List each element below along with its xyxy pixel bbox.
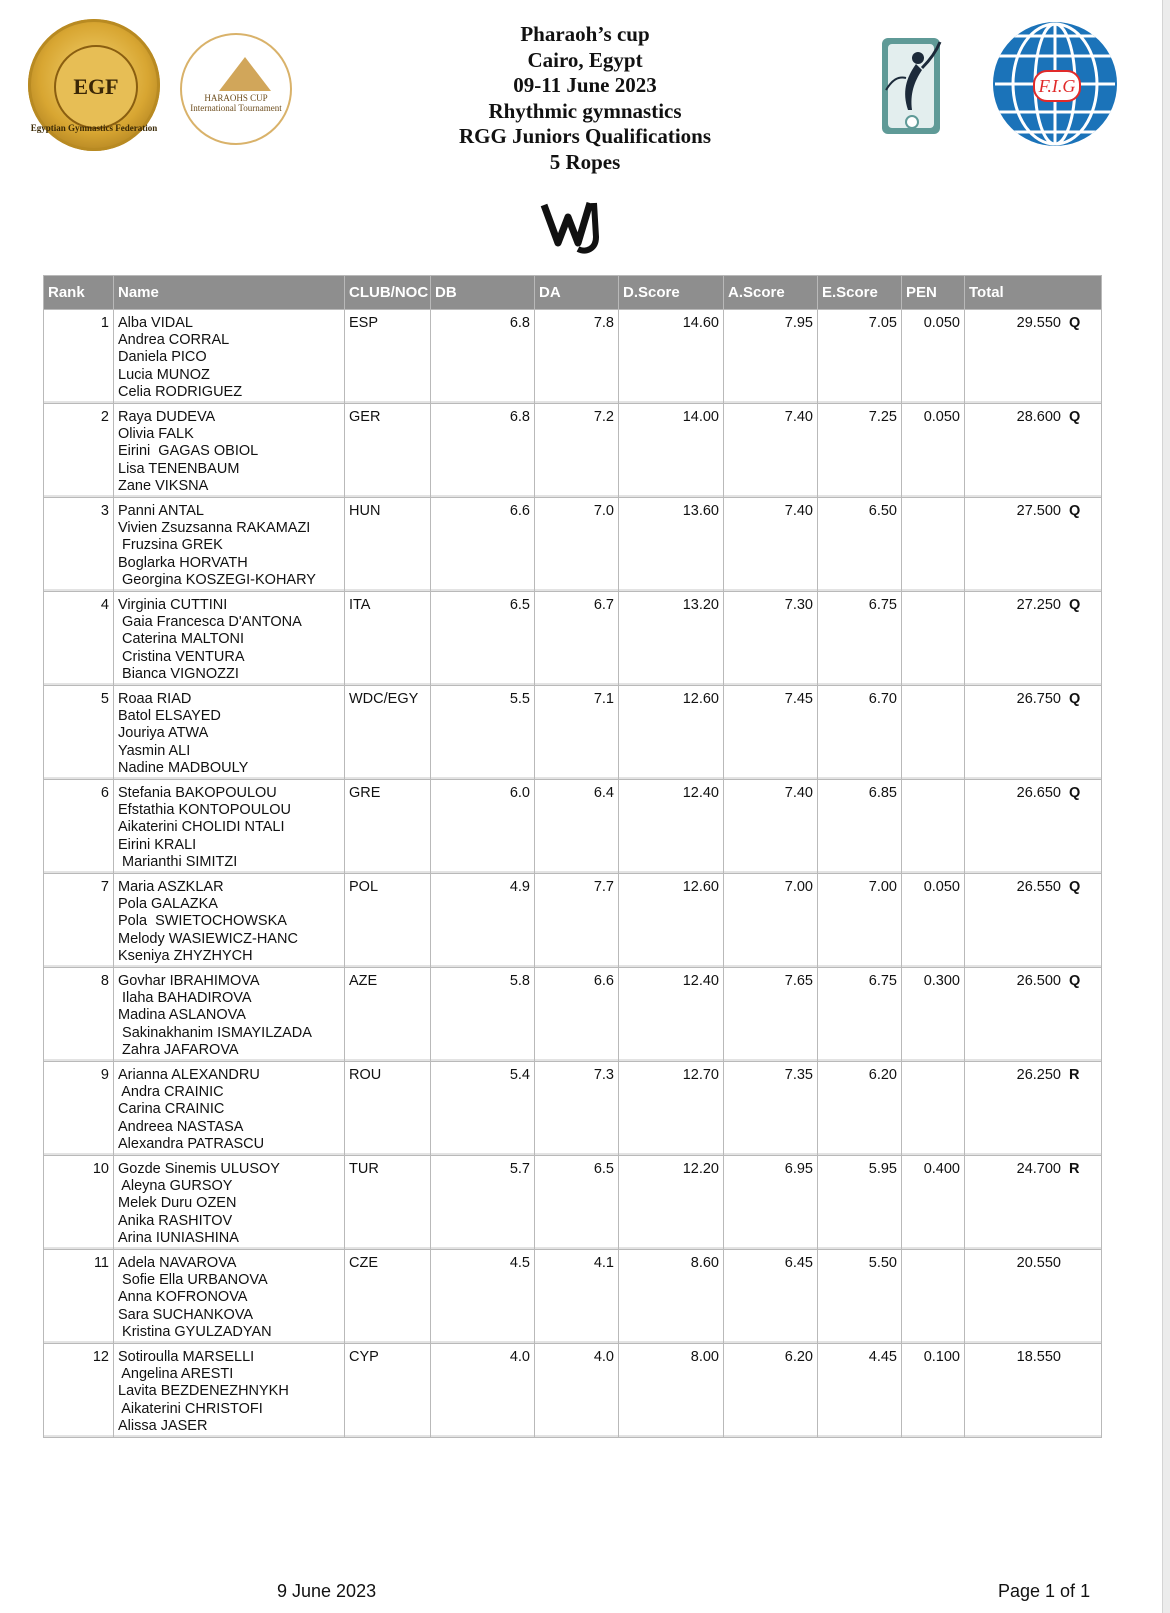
name-cell — [114, 1062, 345, 1156]
ascore-cell: 6.95 — [724, 1156, 818, 1250]
gymnast-name: Batol ELSAYED — [118, 708, 221, 725]
gymnast-name: Alexandra PATRASCU — [118, 1135, 265, 1152]
total-score: 27.250 — [1016, 597, 1061, 613]
qualification-mark: Q — [1069, 315, 1081, 331]
total-cell — [965, 780, 1102, 874]
pen-cell: 0.050 — [902, 310, 965, 404]
ascore-cell: 7.65 — [724, 968, 818, 1062]
dscore-cell: 13.20 — [619, 592, 724, 686]
db-cell: 5.4 — [431, 1062, 535, 1156]
total-cell — [965, 1250, 1102, 1344]
fig-logo-text: F.I.G — [1033, 70, 1081, 102]
dscore-cell: 12.40 — [619, 780, 724, 874]
pen-cell — [902, 780, 965, 874]
dscore-cell: 12.20 — [619, 1156, 724, 1250]
total-score: 26.550 — [1016, 879, 1061, 895]
total-cell — [965, 874, 1102, 968]
escore-cell: 6.20 — [818, 1062, 902, 1156]
column-header-club: CLUB/NOC — [345, 276, 431, 310]
da-cell: 6.5 — [535, 1156, 619, 1250]
ascore-cell: 7.35 — [724, 1062, 818, 1156]
da-cell: 4.0 — [535, 1344, 619, 1438]
total-cell — [965, 592, 1102, 686]
dscore-cell: 14.60 — [619, 310, 724, 404]
column-header-total: Total — [965, 276, 1102, 310]
dscore-cell: 12.60 — [619, 874, 724, 968]
da-cell: 7.8 — [535, 310, 619, 404]
ascore-cell: 6.20 — [724, 1344, 818, 1438]
qualification-mark: Q — [1069, 409, 1081, 425]
da-cell: 6.4 — [535, 780, 619, 874]
escore-cell: 7.00 — [818, 874, 902, 968]
rhythmic-gymnast-emblem-icon — [872, 30, 952, 138]
table-row — [44, 310, 1102, 404]
wj-scoring-logo-icon — [538, 197, 608, 257]
gymnast-name: Bianca VIGNOZZI — [118, 665, 239, 682]
column-header-dscore: D.Score — [619, 276, 724, 310]
gymnast-name: Andrea CORRAL — [118, 332, 230, 349]
db-cell: 6.8 — [431, 310, 535, 404]
db-cell: 4.9 — [431, 874, 535, 968]
da-cell: 7.1 — [535, 686, 619, 780]
gymnast-name: Alba VIDAL — [118, 315, 193, 331]
club-cell: HUN — [345, 498, 431, 592]
total-score: 24.700 — [1016, 1161, 1061, 1177]
name-cell — [114, 404, 345, 498]
fig-globe-logo — [993, 22, 1117, 146]
table-row — [44, 780, 1102, 874]
rank-cell: 5 — [44, 686, 114, 780]
total-cell — [965, 310, 1102, 404]
qualification-mark: Q — [1069, 879, 1081, 895]
gymnast-name: Boglarka HORVATH — [118, 554, 248, 571]
escore-cell: 6.75 — [818, 968, 902, 1062]
club-cell: CYP — [345, 1344, 431, 1438]
db-cell: 4.0 — [431, 1344, 535, 1438]
table-row — [44, 1156, 1102, 1250]
total-cell — [965, 498, 1102, 592]
gymnast-name: Yasmin ALI — [118, 742, 191, 759]
table-row — [44, 592, 1102, 686]
qualification-mark: Q — [1069, 973, 1081, 989]
escore-cell: 6.75 — [818, 592, 902, 686]
pen-cell: 0.400 — [902, 1156, 965, 1250]
total-cell — [965, 1344, 1102, 1438]
name-cell — [114, 1250, 345, 1344]
gymnast-name: Arianna ALEXANDRU — [118, 1067, 260, 1083]
club-cell: AZE — [345, 968, 431, 1062]
gymnast-name: Melek Duru OZEN — [118, 1195, 237, 1212]
gymnast-name: Georgina KOSZEGI-KOHARY — [118, 571, 316, 588]
total-cell — [965, 1062, 1102, 1156]
total-score: 28.600 — [1016, 409, 1061, 425]
da-cell: 7.0 — [535, 498, 619, 592]
gymnast-name: Andra CRAINIC — [118, 1084, 224, 1101]
gymnast-name: Aleyna GURSOY — [118, 1178, 233, 1195]
dscore-cell: 14.00 — [619, 404, 724, 498]
table-header-row — [44, 276, 1102, 310]
results-table-body — [44, 310, 1102, 1438]
total-score: 26.250 — [1016, 1067, 1061, 1083]
pen-cell: 0.300 — [902, 968, 965, 1062]
column-header-rank: Rank — [44, 276, 114, 310]
gymnast-name: Andreea NASTASA — [118, 1118, 244, 1135]
gymnast-name: Aikaterini CHOLIDI NTALI — [118, 819, 285, 836]
name-cell — [114, 686, 345, 780]
total-cell — [965, 968, 1102, 1062]
gymnast-name: Maria ASZKLAR — [118, 879, 224, 895]
dscore-cell: 12.40 — [619, 968, 724, 1062]
rank-cell: 8 — [44, 968, 114, 1062]
gymnast-name: Zahra JAFAROVA — [118, 1041, 239, 1058]
escore-cell: 6.85 — [818, 780, 902, 874]
gymnast-name: Angelina ARESTI — [118, 1366, 234, 1383]
total-cell — [965, 404, 1102, 498]
column-header-db: DB — [431, 276, 535, 310]
escore-cell: 7.25 — [818, 404, 902, 498]
gymnast-name: Gozde Sinemis ULUSOY — [118, 1161, 280, 1177]
gymnast-name: Panni ANTAL — [118, 503, 204, 519]
pharaohs-cup-logo-subtitle: International Tournament — [190, 103, 282, 113]
pharaohs-cup-logo — [180, 33, 292, 145]
gymnast-name: Virginia CUTTINI — [118, 597, 228, 613]
qualification-mark: Q — [1069, 503, 1081, 519]
gymnast-name: Carina CRAINIC — [118, 1101, 225, 1118]
gymnast-name: Ilaha BAHADIROVA — [118, 990, 252, 1007]
gymnast-name: Olivia FALK — [118, 426, 194, 443]
qualification-mark: R — [1069, 1161, 1080, 1177]
club-cell: ITA — [345, 592, 431, 686]
rank-cell: 1 — [44, 310, 114, 404]
rank-cell: 12 — [44, 1344, 114, 1438]
pen-cell — [902, 498, 965, 592]
gymnast-name: Anika RASHITOV — [118, 1212, 233, 1229]
gymnast-name: Aikaterini CHRISTOFI — [118, 1400, 263, 1417]
escore-cell: 5.95 — [818, 1156, 902, 1250]
table-row — [44, 1344, 1102, 1438]
gymnast-name: Arina IUNIASHINA — [118, 1229, 239, 1246]
column-header-ascore: A.Score — [724, 276, 818, 310]
pen-cell — [902, 592, 965, 686]
gymnast-name: Alissa JASER — [118, 1417, 208, 1434]
gymnast-name: Marianthi SIMITZI — [118, 853, 238, 870]
da-cell: 7.3 — [535, 1062, 619, 1156]
pen-cell: 0.100 — [902, 1344, 965, 1438]
total-score: 20.550 — [1016, 1255, 1061, 1271]
ascore-cell: 6.45 — [724, 1250, 818, 1344]
db-cell: 5.8 — [431, 968, 535, 1062]
dscore-cell: 13.60 — [619, 498, 724, 592]
gymnast-name: Anna KOFRONOVA — [118, 1289, 248, 1306]
db-cell: 6.8 — [431, 404, 535, 498]
gymnast-name: Lavita BEZDENEZHNYKH — [118, 1383, 289, 1400]
gymnast-name: Celia RODRIGUEZ — [118, 383, 243, 400]
da-cell: 4.1 — [535, 1250, 619, 1344]
gymnast-name: Raya DUDEVA — [118, 409, 216, 425]
competition-dates: 09-11 June 2023 — [513, 73, 657, 98]
gymnast-name: Kseniya ZHYZHYCH — [118, 947, 253, 964]
name-cell — [114, 1344, 345, 1438]
ascore-cell: 7.40 — [724, 404, 818, 498]
gymnast-name: Kristina GYULZADYAN — [118, 1323, 272, 1340]
total-score: 18.550 — [1016, 1349, 1061, 1365]
column-header-pen: PEN — [902, 276, 965, 310]
gymnast-name: Daniela PICO — [118, 349, 207, 366]
gymnast-name: Eirini GAGAS OBIOL — [118, 443, 259, 460]
name-cell — [114, 780, 345, 874]
dscore-cell: 8.00 — [619, 1344, 724, 1438]
qualification-mark: Q — [1069, 785, 1081, 801]
rank-cell: 3 — [44, 498, 114, 592]
escore-cell: 7.05 — [818, 310, 902, 404]
rank-cell: 9 — [44, 1062, 114, 1156]
footer-date: 9 June 2023 — [277, 1581, 377, 1601]
total-score: 29.550 — [1016, 315, 1061, 331]
rank-cell: 10 — [44, 1156, 114, 1250]
qualification-mark: Q — [1069, 691, 1081, 707]
gymnast-name: Sotiroulla MARSELLI — [118, 1349, 255, 1365]
rank-cell: 11 — [44, 1250, 114, 1344]
club-cell: POL — [345, 874, 431, 968]
gymnast-name: Nadine MADBOULY — [118, 759, 249, 776]
table-row — [44, 968, 1102, 1062]
rank-cell: 2 — [44, 404, 114, 498]
gymnast-name: Efstathia KONTOPOULOU — [118, 802, 291, 819]
gymnast-name: Zane VIKSNA — [118, 477, 209, 494]
gymnast-name: Gaia Francesca D'ANTONA — [118, 614, 302, 631]
db-cell: 6.6 — [431, 498, 535, 592]
rank-cell: 4 — [44, 592, 114, 686]
total-score: 26.650 — [1016, 785, 1061, 801]
gymnast-name: Melody WASIEWICZ-HANC — [118, 930, 298, 947]
escore-cell: 6.50 — [818, 498, 902, 592]
club-cell: ESP — [345, 310, 431, 404]
name-cell — [114, 592, 345, 686]
db-cell: 6.0 — [431, 780, 535, 874]
column-header-escore: E.Score — [818, 276, 902, 310]
ascore-cell: 7.95 — [724, 310, 818, 404]
ascore-cell: 7.40 — [724, 498, 818, 592]
pharaohs-cup-logo-title: HARAOHS CUP — [204, 93, 268, 103]
egf-logo-ring-text: Egyptian Gymnastics Federation — [30, 123, 158, 133]
name-cell — [114, 498, 345, 592]
db-cell: 5.7 — [431, 1156, 535, 1250]
table-row — [44, 404, 1102, 498]
gymnast-name: Jouriya ATWA — [118, 725, 209, 742]
db-cell: 6.5 — [431, 592, 535, 686]
name-cell — [114, 310, 345, 404]
gymnast-name: Sara SUCHANKOVA — [118, 1306, 254, 1323]
competition-round: RGG Juniors Qualifications — [458, 124, 712, 149]
dscore-cell: 12.70 — [619, 1062, 724, 1156]
total-cell — [965, 1156, 1102, 1250]
gymnast-name: Madina ASLANOVA — [118, 1007, 246, 1024]
rank-cell: 7 — [44, 874, 114, 968]
da-cell: 6.7 — [535, 592, 619, 686]
pen-cell: 0.050 — [902, 404, 965, 498]
table-row — [44, 686, 1102, 780]
results-table — [43, 275, 1102, 1438]
gymnast-name: Sakinakhanim ISMAYILZADA — [118, 1024, 312, 1041]
db-cell: 4.5 — [431, 1250, 535, 1344]
ascore-cell: 7.00 — [724, 874, 818, 968]
dscore-cell: 8.60 — [619, 1250, 724, 1344]
competition-location: Cairo, Egypt — [527, 47, 643, 72]
gymnast-name: Sofie Ella URBANOVA — [118, 1272, 268, 1289]
gymnast-name: Eirini KRALI — [118, 836, 197, 853]
competition-discipline: Rhythmic gymnastics — [488, 98, 682, 123]
ascore-cell: 7.45 — [724, 686, 818, 780]
ascore-cell: 7.40 — [724, 780, 818, 874]
pyramid-icon — [219, 57, 271, 91]
table-row — [44, 1062, 1102, 1156]
name-cell — [114, 874, 345, 968]
gymnast-name: Caterina MALTONI — [118, 631, 244, 648]
gymnast-name: Stefania BAKOPOULOU — [118, 785, 277, 801]
table-row — [44, 1250, 1102, 1344]
name-cell — [114, 968, 345, 1062]
gymnast-name: Lisa TENENBAUM — [118, 460, 240, 477]
egf-logo — [28, 19, 160, 151]
footer-page-number: Page 1 of 1 — [998, 1581, 1091, 1601]
competition-title: Pharaoh’s cup — [520, 22, 650, 46]
escore-cell: 5.50 — [818, 1250, 902, 1344]
escore-cell: 6.70 — [818, 686, 902, 780]
column-header-name: Name — [114, 276, 345, 310]
gymnast-name: Adela NAVAROVA — [118, 1255, 237, 1271]
da-cell: 7.2 — [535, 404, 619, 498]
da-cell: 7.7 — [535, 874, 619, 968]
table-row — [44, 498, 1102, 592]
gymnast-name: Pola SWIETOCHOWSKA — [118, 913, 287, 930]
club-cell: GRE — [345, 780, 431, 874]
gymnast-name: Roaa RIAD — [118, 691, 192, 707]
gymnast-name: Govhar IBRAHIMOVA — [118, 973, 260, 989]
pen-cell: 0.050 — [902, 874, 965, 968]
total-score: 26.500 — [1016, 973, 1061, 989]
competition-header — [385, 22, 785, 176]
column-header-da: DA — [535, 276, 619, 310]
table-row — [44, 874, 1102, 968]
club-cell: GER — [345, 404, 431, 498]
pen-cell — [902, 1250, 965, 1344]
club-cell: TUR — [345, 1156, 431, 1250]
competition-apparatus: 5 Ropes — [549, 149, 621, 174]
total-score: 26.750 — [1016, 691, 1061, 707]
club-cell: CZE — [345, 1250, 431, 1344]
name-cell — [114, 1156, 345, 1250]
gymnast-name: Vivien Zsuzsanna RAKAMAZI — [118, 520, 311, 537]
total-cell — [965, 686, 1102, 780]
total-score: 27.500 — [1016, 503, 1061, 519]
rank-cell: 6 — [44, 780, 114, 874]
pen-cell — [902, 686, 965, 780]
da-cell: 6.6 — [535, 968, 619, 1062]
qualification-mark: R — [1069, 1067, 1080, 1083]
gymnast-name: Cristina VENTURA — [118, 648, 245, 665]
dscore-cell: 12.60 — [619, 686, 724, 780]
escore-cell: 4.45 — [818, 1344, 902, 1438]
club-cell: ROU — [345, 1062, 431, 1156]
pen-cell — [902, 1062, 965, 1156]
gymnast-name: Fruzsina GREK — [118, 537, 223, 554]
ascore-cell: 7.30 — [724, 592, 818, 686]
db-cell: 5.5 — [431, 686, 535, 780]
qualification-mark: Q — [1069, 597, 1081, 613]
gymnast-name: Pola GALAZKA — [118, 896, 218, 913]
egf-logo-center: EGF — [54, 45, 138, 129]
gymnast-name: Lucia MUNOZ — [118, 366, 210, 383]
club-cell: WDC/EGY — [345, 686, 431, 780]
